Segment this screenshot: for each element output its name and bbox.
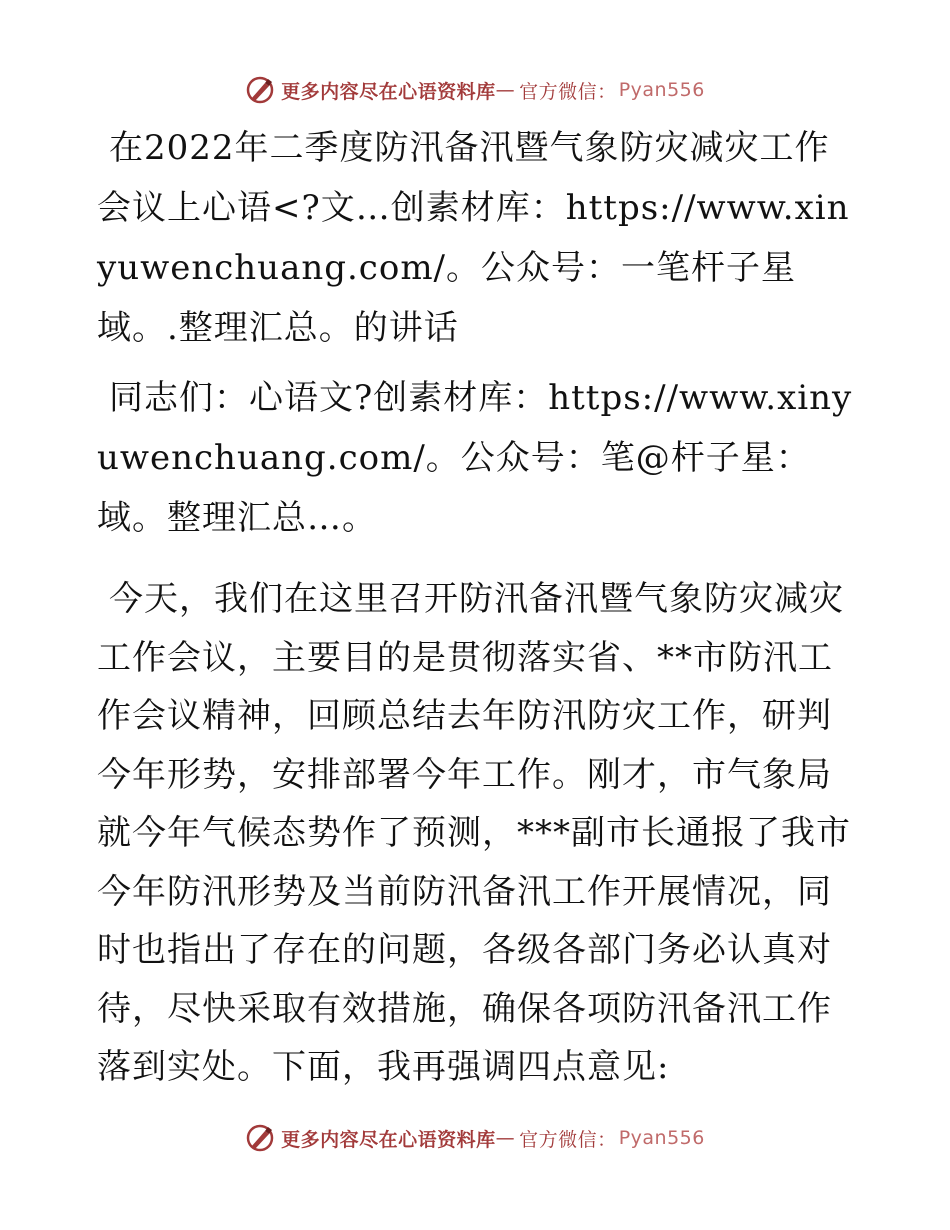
banner-wechat-label: 官方微信： — [519, 80, 617, 103]
banner-dash: — — [495, 79, 516, 101]
title-paragraph: 在2022年二季度防汛备汛暨气象防灾减灾工作会议上心语<?文…创素材库：https://www.xinyuwenchuang.com/。公众号：一笔杆子星域。.整理汇总。的讲话 — [97, 128, 850, 348]
pen-logo-icon — [245, 75, 275, 105]
banner-main-text: 更多内容尽在心语资料库 — [281, 1128, 496, 1151]
body-paragraph: 今天，我们在这里召开防汛备汛暨气象防灾减灾工作会议，主要目的是贯彻落实省、**市防汛工作会议精神，回顾总结去年防汛防灾工作，研判今年形势，安排部署今年工作。刚才，市气象局就今年气候态势作了预测，***副市长通报了我市今年防汛形势及当前防汛备汛工作开展情况，同时也指出了存在的问题，各级各部门务必认真对待，尽快采取有效措施，确保各项防汛备汛工作落到实处。下面，我再强调四点意见: — [97, 579, 851, 1087]
banner-main-text: 更多内容尽在心语资料库 — [281, 80, 496, 103]
document-body — [97, 118, 857, 1107]
greeting-paragraph: 同志们：心语文?创素材库：https://www.xinyuwenchuang.com/。公众号：笔@杆子星：域。整理汇总…。 — [97, 378, 853, 538]
footer-watermark-banner — [0, 1118, 950, 1158]
banner-dash: — — [495, 1127, 516, 1149]
header-watermark-banner — [0, 70, 950, 110]
pen-logo-icon — [245, 1123, 275, 1153]
banner-wechat-account: Pyan556 — [618, 1127, 705, 1149]
banner-wechat-label: 官方微信： — [519, 1128, 617, 1151]
banner-wechat-account: Pyan556 — [618, 79, 705, 101]
